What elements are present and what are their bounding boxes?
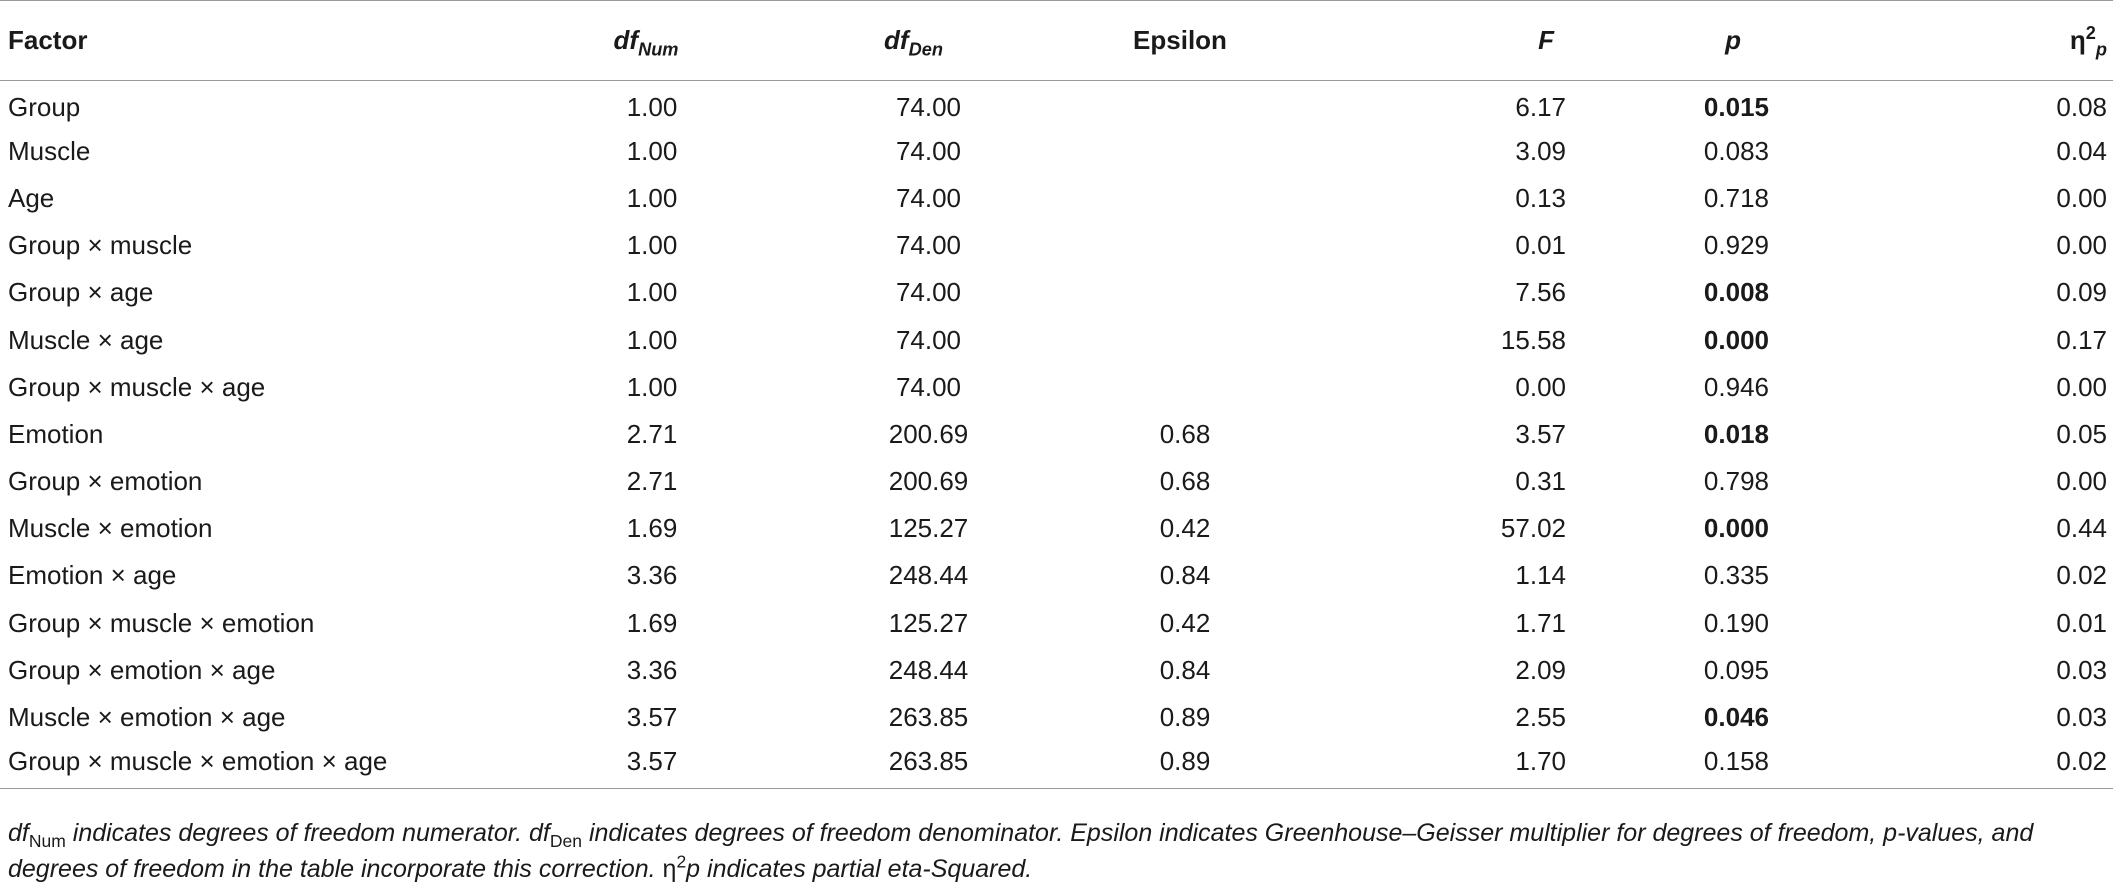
row-df-num: 3.36 bbox=[626, 560, 678, 591]
row-df-num: 2.71 bbox=[626, 418, 678, 449]
table-row bbox=[0, 364, 2113, 411]
header-epsilon: Epsilon bbox=[1055, 1, 1305, 81]
header-row bbox=[0, 1, 2113, 81]
row-p: 0.083 bbox=[1703, 135, 1769, 166]
row-df-den: 74.00 bbox=[895, 91, 962, 122]
row-f: 3.57 bbox=[1515, 418, 1566, 449]
row-p: 0.190 bbox=[1703, 607, 1769, 638]
row-df-den: 200.69 bbox=[888, 466, 969, 497]
row-eta-squared: 0.09 bbox=[2056, 277, 2107, 308]
row-epsilon bbox=[1055, 364, 1305, 411]
table-row bbox=[0, 81, 2113, 128]
row-df-den: 74.00 bbox=[895, 371, 962, 402]
row-f: 2.09 bbox=[1515, 654, 1566, 685]
row-eta-squared: 0.04 bbox=[2056, 135, 2107, 166]
row-eta-squared: 0.01 bbox=[2056, 607, 2107, 638]
table-row bbox=[0, 694, 2113, 741]
row-df-num: 3.57 bbox=[520, 741, 772, 788]
row-df-num: 1.00 bbox=[626, 371, 678, 402]
row-factor: Muscle × emotion bbox=[8, 513, 213, 544]
row-epsilon bbox=[1055, 81, 1305, 128]
table-row bbox=[0, 128, 2113, 175]
row-eta-squared: 0.02 bbox=[2056, 560, 2107, 591]
row-df-den: 248.44 bbox=[888, 560, 969, 591]
row-df-num: 1.00 bbox=[626, 324, 678, 355]
row-factor: Group bbox=[8, 91, 81, 122]
row-epsilon: 0.84 bbox=[1159, 560, 1211, 591]
row-eta-squared: 0.03 bbox=[2056, 654, 2107, 685]
row-epsilon: 0.68 bbox=[1159, 418, 1211, 449]
row-df-den: 200.69 bbox=[888, 418, 969, 449]
row-f: 7.56 bbox=[1515, 277, 1566, 308]
row-factor: Group × emotion bbox=[8, 466, 203, 497]
row-p: 0.015 bbox=[1703, 91, 1769, 122]
table-row bbox=[0, 505, 2113, 552]
row-p: 0.008 bbox=[1703, 277, 1769, 308]
row-f: 0.31 bbox=[1515, 466, 1566, 497]
row-eta-squared: 0.02 bbox=[1877, 741, 2113, 788]
row-factor: Muscle × age bbox=[8, 324, 164, 355]
row-df-den: 248.44 bbox=[888, 654, 969, 685]
row-df-den: 125.27 bbox=[888, 607, 969, 638]
row-eta-squared: 0.44 bbox=[2056, 513, 2107, 544]
row-df-num: 1.00 bbox=[626, 230, 678, 261]
row-df-num: 1.00 bbox=[626, 91, 678, 122]
row-f: 3.09 bbox=[1515, 135, 1566, 166]
header-df-num: $df_{Num}$ bbox=[520, 1, 772, 81]
row-f: 1.71 bbox=[1515, 607, 1566, 638]
row-epsilon bbox=[1055, 128, 1305, 175]
row-p: 0.046 bbox=[1703, 702, 1769, 733]
table-row bbox=[0, 316, 2113, 363]
table-row bbox=[0, 222, 2113, 269]
row-df-num: 1.00 bbox=[626, 182, 678, 213]
row-f: 15.58 bbox=[1500, 324, 1566, 355]
row-epsilon: 0.89 bbox=[1159, 702, 1211, 733]
row-f: 1.14 bbox=[1515, 560, 1566, 591]
row-eta-squared: 0.00 bbox=[2056, 371, 2107, 402]
row-df-num: 1.00 bbox=[626, 135, 678, 166]
header-factor: Factor bbox=[0, 1, 520, 81]
table-row bbox=[0, 552, 2113, 599]
table-header bbox=[0, 1, 2113, 81]
row-df-den: 74.00 bbox=[895, 277, 962, 308]
table-row bbox=[0, 175, 2113, 222]
row-factor: Group × muscle × age bbox=[8, 371, 266, 402]
row-df-num: 2.71 bbox=[626, 466, 678, 497]
row-p: 0.929 bbox=[1703, 230, 1769, 261]
row-p: 0.718 bbox=[1703, 182, 1769, 213]
row-epsilon: 0.42 bbox=[1159, 513, 1211, 544]
row-epsilon: 0.84 bbox=[1159, 654, 1211, 685]
row-f: 0.13 bbox=[1515, 182, 1566, 213]
row-eta-squared: 0.17 bbox=[2056, 324, 2107, 355]
row-f: 57.02 bbox=[1500, 513, 1566, 544]
row-p: 0.018 bbox=[1703, 418, 1769, 449]
row-df-den: 263.85 bbox=[772, 741, 1055, 788]
row-p: 0.158 bbox=[1602, 741, 1877, 788]
row-eta-squared: 0.00 bbox=[2056, 466, 2107, 497]
row-df-den: 263.85 bbox=[888, 702, 969, 733]
row-p: 0.000 bbox=[1703, 324, 1769, 355]
row-df-den: 74.00 bbox=[895, 182, 962, 213]
table-row bbox=[0, 741, 2113, 788]
row-df-num: 1.69 bbox=[626, 513, 678, 544]
row-p: 0.000 bbox=[1703, 513, 1769, 544]
row-f: 6.17 bbox=[1515, 91, 1566, 122]
row-eta-squared: 0.00 bbox=[2056, 182, 2107, 213]
row-f: 1.70 bbox=[1305, 741, 1602, 788]
row-factor: Muscle × emotion × age bbox=[8, 702, 286, 733]
row-epsilon: 0.42 bbox=[1159, 607, 1211, 638]
row-factor: Age bbox=[8, 182, 55, 213]
row-factor: Group × muscle bbox=[8, 230, 193, 261]
row-eta-squared: 0.08 bbox=[2056, 91, 2107, 122]
row-eta-squared: 0.00 bbox=[2056, 230, 2107, 261]
row-p: 0.095 bbox=[1703, 654, 1769, 685]
row-factor: Emotion bbox=[8, 418, 104, 449]
row-epsilon: 0.89 bbox=[1055, 741, 1305, 788]
table-row bbox=[0, 647, 2113, 694]
row-f: 2.55 bbox=[1515, 702, 1566, 733]
row-epsilon bbox=[1055, 222, 1305, 269]
header-df-den: $df_{Den}$ bbox=[772, 1, 1055, 81]
header-p: p bbox=[1602, 1, 1877, 81]
table-row bbox=[0, 458, 2113, 505]
table-row bbox=[0, 269, 2113, 316]
row-p: 0.335 bbox=[1703, 560, 1769, 591]
row-df-den: 74.00 bbox=[895, 324, 962, 355]
row-eta-squared: 0.05 bbox=[2056, 418, 2107, 449]
row-p: 0.798 bbox=[1703, 466, 1769, 497]
row-factor: Group × age bbox=[8, 277, 154, 308]
table-body bbox=[0, 81, 2113, 789]
table-footnote: $df_{Num}$ indicates degrees of freedom numerator. $df_{Den}$ indicates degrees of freedom denominator. Epsilon indicates Greenhouse–Geisser multiplier for degrees of freedom, p-values, and degrees of freedom in the table incorporate this correction. $\eta^2p$ indicates partial eta-Squared. bbox=[8, 819, 2034, 883]
row-df-den: 74.00 bbox=[895, 135, 962, 166]
row-df-num: 3.36 bbox=[626, 654, 678, 685]
row-factor: Group × muscle × emotion bbox=[8, 607, 315, 638]
row-epsilon bbox=[1055, 175, 1305, 222]
row-p: 0.946 bbox=[1703, 371, 1769, 402]
row-factor: Group × muscle × emotion × age bbox=[0, 741, 520, 788]
row-f: 0.01 bbox=[1515, 230, 1566, 261]
header-eta-squared: $\eta^2_p$ bbox=[1877, 1, 2113, 81]
row-df-num: 1.00 bbox=[626, 277, 678, 308]
table-row bbox=[0, 600, 2113, 647]
row-epsilon: 0.68 bbox=[1159, 466, 1211, 497]
row-eta-squared: 0.03 bbox=[2056, 702, 2107, 733]
row-factor: Group × emotion × age bbox=[8, 654, 276, 685]
row-df-num: 1.69 bbox=[626, 607, 678, 638]
row-f: 0.00 bbox=[1515, 371, 1566, 402]
header-f: F bbox=[1305, 1, 1602, 81]
row-df-den: 74.00 bbox=[895, 230, 962, 261]
row-factor: Muscle bbox=[8, 135, 91, 166]
row-epsilon bbox=[1055, 269, 1305, 316]
row-factor: Emotion × age bbox=[8, 560, 177, 591]
row-df-num: 3.57 bbox=[626, 702, 678, 733]
row-df-den: 125.27 bbox=[888, 513, 969, 544]
table-row bbox=[0, 411, 2113, 458]
row-epsilon bbox=[1055, 316, 1305, 363]
